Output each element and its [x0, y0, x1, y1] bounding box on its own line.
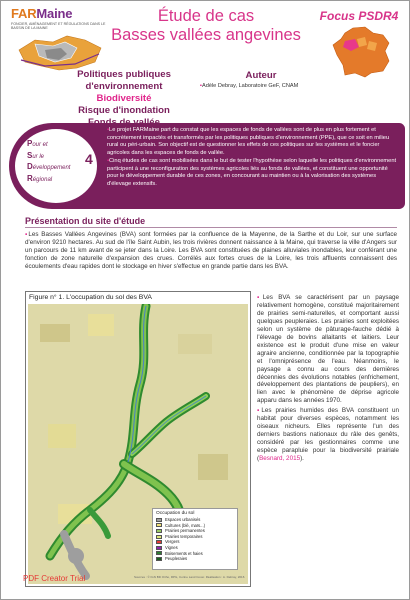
- legend-swatch: [156, 518, 162, 522]
- legend-swatch: [156, 529, 162, 533]
- legend-item: Peupleraies: [156, 556, 234, 562]
- bullet-icon: ▪: [107, 158, 110, 164]
- band-text: [107, 127, 399, 189]
- land-use-figure: [25, 291, 251, 587]
- figure-source: Sources : © IGN BD Ortho, RPG, Corine Land Cover. Réalisation : A. Debray, 2016: [134, 575, 245, 579]
- band-paragraph: ▪Cinq études de cas sont mobilisées dans le but de tester l'hypothèse selon laquelle les politiques d'environnement participent à une reconfiguration des systèmes agricoles liés au fonds de vallées, et constituent une opportunité pour le développement durable de ces zones, en concourant au maintien ou à la valorisation des systèmes d'élevage extensifs.: [107, 158, 397, 187]
- legend-item: Boisements et haies: [156, 551, 234, 557]
- bullet-icon: ▪: [25, 231, 29, 238]
- legend-swatch: [156, 557, 162, 561]
- bullet-icon: ▪: [200, 83, 202, 89]
- france-map-icon: [331, 25, 393, 79]
- figure-caption: Figure n° 1. L'occupation du sol des BVA: [29, 294, 152, 301]
- legend-swatch: [156, 551, 162, 555]
- legend-item: Vergers: [156, 539, 234, 545]
- logo-subtitle: FONCIER, AMÉNAGEMENT ET RÉGULATIONS DANS LE BASSIN DE LA MAINE: [11, 22, 106, 31]
- author-name: ▪Adèle Debray, Laboratoire GeF, CNAM: [200, 83, 299, 89]
- logo-brand: FARMaine: [11, 6, 73, 21]
- bullet-icon: ▪: [107, 127, 110, 133]
- theme-item: Risque d'inondation: [78, 105, 170, 116]
- theme-item: Biodiversité: [96, 93, 152, 104]
- legend-swatch: [156, 540, 162, 544]
- farmaine-logo: [11, 6, 107, 74]
- bullet-icon: ▪: [257, 294, 263, 301]
- psdr-number: 4: [85, 151, 93, 167]
- legend-item: Prairies permanentes: [156, 528, 234, 534]
- intro-paragraph: ▪Les Basses Vallées Angevines (BVA) sont formées par la confluence de la Mayenne, de la Sarthe et du Loir, sur une surface d'environ 9210 hectares. Au sud de l'île Saint Aubin, les trois rivières donnent naissance à la Maine, qui traverse la ville d'Angers sur un parcours de 11 km avant de se jeter dans la Loire. Les BVA sont constituées de plaines alluviales inondables, leur conférant une fonction de zone naturelle d'expansion des crues. Corrélés aux fortes crues de la Loire, les trois affluents connaissent des écoulements d'eau rapides dont le stockage en hiver s'effectue en grande partie dans les BVA.: [25, 231, 398, 270]
- map-legend: [152, 508, 238, 570]
- legend-item: Prairies temporaires: [156, 534, 234, 540]
- psdr-line: Développement: [27, 162, 71, 171]
- legend-item: Espaces urbanisés: [156, 517, 234, 523]
- section-heading: Présentation du site d'étude: [25, 216, 146, 226]
- legend-swatch: [156, 535, 162, 539]
- region-map-icon: [15, 32, 105, 74]
- legend-swatch: [156, 523, 162, 527]
- theme-item: d'environnement: [85, 81, 163, 92]
- bullet-icon: ▪: [257, 407, 262, 415]
- psdr-line: Régional: [27, 173, 53, 183]
- legend-title: Occupation du sol: [156, 511, 195, 516]
- legend-swatch: [156, 546, 162, 550]
- psdr-line: Pour et: [27, 139, 48, 148]
- legend-item: Cultures (blé, maïs...): [156, 523, 234, 529]
- psdr-line: Sur le: [27, 150, 45, 160]
- author-heading: Auteur: [245, 70, 277, 81]
- description-paragraph: ▪Les BVA se caractérisent par un paysage relativement homogène, constitué majoritairement de prairies semi-naturelles, et comportant aussi quelques peupleraies. Les prairies sont exploitées selon un système de pâturage-fauche dédié à l'élevage de bovins allaitants et laitiers. Leur existence est le produit d'une mise en valeur agraire ancienne, conditionnée par la topographie et l'omniprésence de l'eau. Néanmoins, le paysage a connu au cours des dernières décennies des évolutions notables (enfrichement, développement des plantations de peupliers), en lien avec le phénomène de déprise agricole apparu dans les années 1970.: [257, 294, 399, 405]
- citation-link[interactable]: Besnard, 2015: [259, 455, 301, 463]
- watermark: PDF Creator Trial: [23, 574, 86, 583]
- description-paragraph: ▪Les prairies humides des BVA constituent un habitat pour diverses espèces, notamment les oiseaux nicheurs. Elles représente l'un des derniers bastions nationaux du râle des genêts, considéré par les gestionnaires comme une espèce parapluie pour la biodiversité prairiale (Besnard, 2015).: [257, 407, 399, 463]
- section-divider: [25, 227, 397, 228]
- focus-label: Focus PSDR4: [319, 9, 399, 23]
- legend-item: Vignes: [156, 545, 234, 551]
- theme-item: Politiques publiques: [77, 69, 171, 80]
- band-paragraph: ▪Le projet FARMaine part du constat que les espaces de fonds de vallées sont de plus en plus fortement et concrètement impactés et transformés par les politiques publiques d'environnement (PPE), que ce soit en milieu rural ou péri-urbain. Son objectif est de questionner les effets de ces politiques sur les systèmes et le foncier agricoles dans les espaces de fonds de vallée.: [107, 127, 390, 156]
- themes-list: [49, 69, 199, 129]
- description-column: [257, 294, 399, 465]
- psdr-acronym: [27, 139, 93, 185]
- page-title: Étude de cas Basses vallées angevines: [111, 7, 301, 44]
